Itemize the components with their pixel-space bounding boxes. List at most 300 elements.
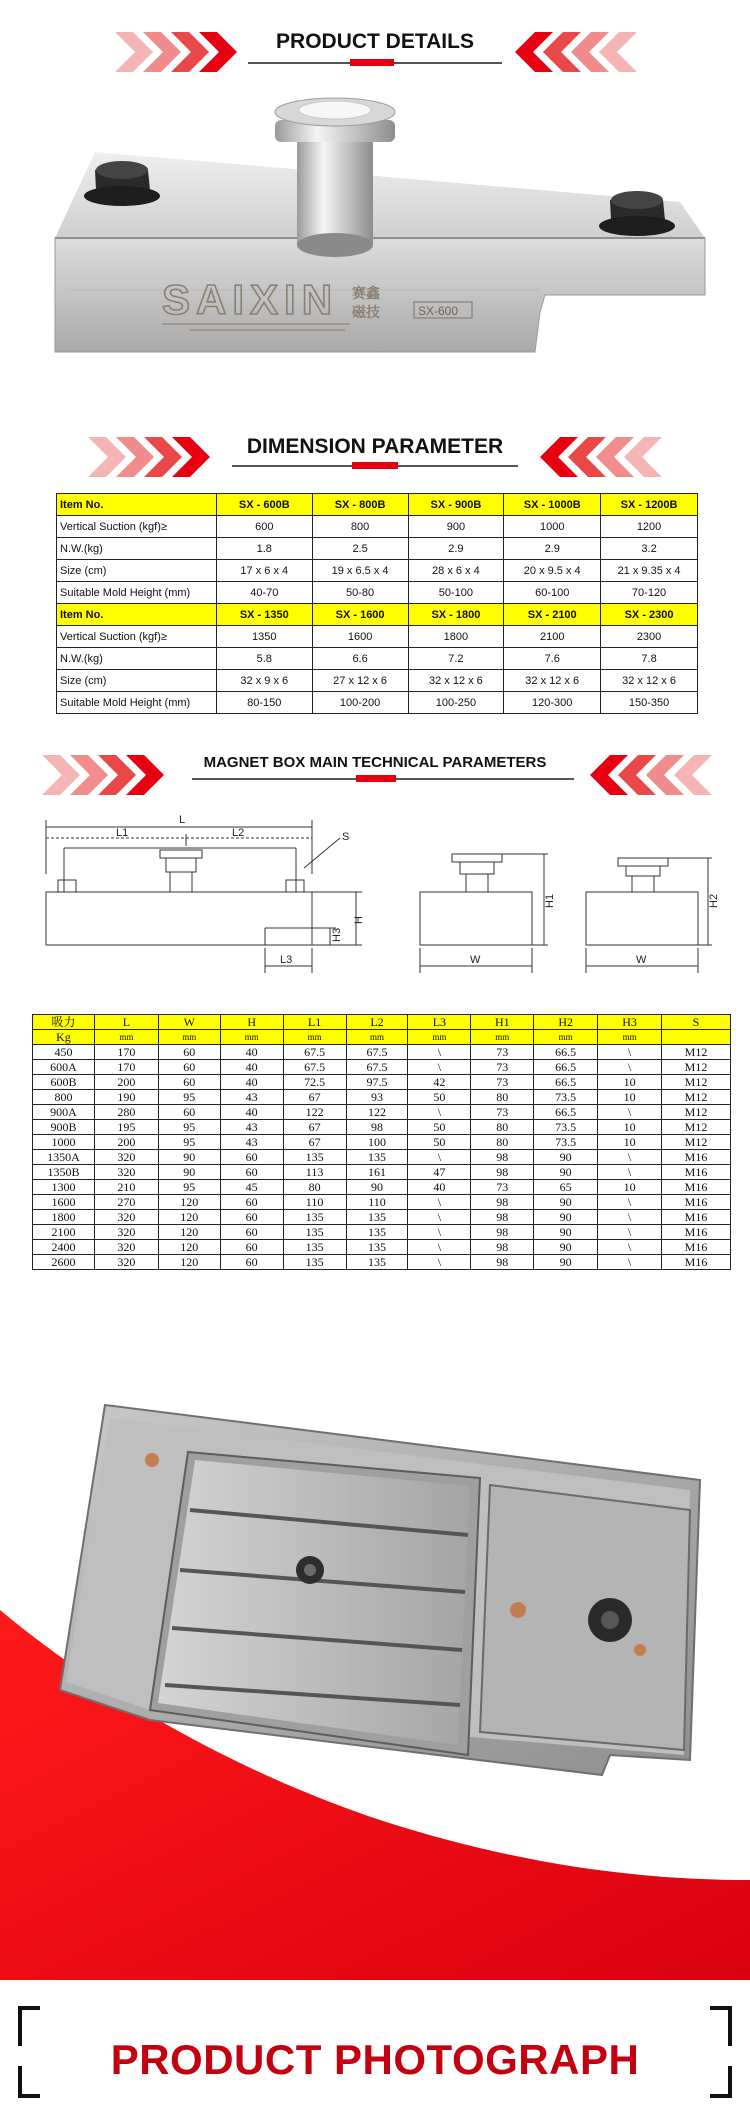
dimension-cell: 21 x 9.35 x 4 (601, 560, 698, 582)
tech-cell: 50 (408, 1120, 471, 1135)
dimension-cell: 50-80 (312, 582, 408, 604)
tech-header-row (33, 1015, 731, 1030)
tech-cell: 10 (598, 1090, 662, 1105)
dimension-row (57, 560, 698, 582)
tech-cell: 90 (534, 1225, 598, 1240)
tech-cell: 10 (598, 1120, 662, 1135)
tech-cell: 66.5 (534, 1075, 598, 1090)
tech-cell: M16 (662, 1165, 731, 1180)
tech-header-cell: H2 (534, 1015, 598, 1030)
tech-cell: 67 (283, 1120, 346, 1135)
tech-cell: 43 (220, 1135, 283, 1150)
tech-cell: 10 (598, 1075, 662, 1090)
tech-cell: 135 (346, 1240, 408, 1255)
dimension-header-cell: Item No. (57, 494, 217, 516)
dimension-cell: 2.5 (312, 538, 408, 560)
dim-label-L3: L3 (280, 954, 293, 966)
tech-cell: 1000 (33, 1135, 95, 1150)
tech-cell: 900A (33, 1105, 95, 1120)
tech-cell: 95 (158, 1120, 220, 1135)
dimension-header-cell: SX - 1200B (601, 494, 698, 516)
dimension-row-label: Size (cm) (57, 560, 217, 582)
tech-cell: 50 (408, 1090, 471, 1105)
dimension-header-cell: Item No. (57, 604, 217, 626)
tech-cell: 135 (283, 1150, 346, 1165)
tech-cell: 450 (33, 1045, 95, 1060)
tech-cell: 320 (94, 1225, 158, 1240)
tech-row (33, 1195, 731, 1210)
tech-cell: 120 (158, 1240, 220, 1255)
dimension-cell: 900 (408, 516, 504, 538)
dimension-header-cell: SX - 1800 (408, 604, 504, 626)
dimension-header-cell: SX - 800B (312, 494, 408, 516)
tech-row (33, 1240, 731, 1255)
dimension-cell: 3.2 (601, 538, 698, 560)
tech-unit-cell: mm (346, 1030, 408, 1045)
dimension-cell: 7.8 (601, 648, 698, 670)
tech-cell: \ (598, 1045, 662, 1060)
tech-header-cell: L2 (346, 1015, 408, 1030)
tech-cell: 73 (471, 1075, 534, 1090)
tech-cell: 67 (283, 1135, 346, 1150)
tech-cell: 73 (471, 1045, 534, 1060)
tech-cell: 135 (283, 1255, 346, 1270)
dimension-row (57, 516, 698, 538)
tech-cell: 66.5 (534, 1060, 598, 1075)
tech-cell: 90 (534, 1255, 598, 1270)
tech-cell: 98 (471, 1255, 534, 1270)
dimension-cell: 80-150 (216, 692, 312, 714)
tech-cell: 280 (94, 1105, 158, 1120)
product-details-header (0, 0, 750, 80)
tech-cell: 80 (471, 1135, 534, 1150)
tech-cell: \ (408, 1150, 471, 1165)
brand-chinese-line-2: 磁技 (352, 305, 380, 321)
accent-bar (350, 59, 394, 66)
tech-cell: 2100 (33, 1225, 95, 1240)
tech-cell: 98 (346, 1120, 408, 1135)
tech-cell: 135 (346, 1210, 408, 1225)
tech-cell: 43 (220, 1090, 283, 1105)
tech-cell: 40 (220, 1105, 283, 1120)
tech-cell: 270 (94, 1195, 158, 1210)
dimension-cell: 6.6 (312, 648, 408, 670)
tech-cell: 135 (283, 1225, 346, 1240)
tech-cell: 90 (534, 1150, 598, 1165)
tech-unit-cell: mm (471, 1030, 534, 1045)
dimension-cell: 32 x 12 x 6 (504, 670, 601, 692)
tech-cell: \ (598, 1210, 662, 1225)
tech-cell: 1350A (33, 1150, 95, 1165)
tech-cell: 600A (33, 1060, 95, 1075)
tech-unit-cell: mm (408, 1030, 471, 1045)
dim-label-W: W (470, 954, 481, 966)
tech-cell: M12 (662, 1120, 731, 1135)
tech-cell: 120 (158, 1210, 220, 1225)
tech-cell: 320 (94, 1255, 158, 1270)
tech-cell: 90 (534, 1210, 598, 1225)
tech-row (33, 1045, 731, 1060)
tech-cell: 170 (94, 1045, 158, 1060)
tech-cell: 90 (346, 1180, 408, 1195)
tech-cell: 73 (471, 1060, 534, 1075)
tech-cell: M12 (662, 1090, 731, 1105)
tech-cell: 98 (471, 1225, 534, 1240)
dimension-cell: 50-100 (408, 582, 504, 604)
tech-cell: 195 (94, 1120, 158, 1135)
brand-chinese-line-1: 赛鑫 (352, 286, 380, 302)
tech-row (33, 1225, 731, 1240)
tech-cell: M16 (662, 1195, 731, 1210)
dim-label-L2: L2 (232, 827, 245, 839)
tech-cell: 900B (33, 1120, 95, 1135)
tech-cell: 190 (94, 1090, 158, 1105)
tech-cell: \ (598, 1105, 662, 1120)
dimension-cell: 32 x 9 x 6 (216, 670, 312, 692)
tech-cell: M16 (662, 1180, 731, 1195)
tech-cell: 66.5 (534, 1045, 598, 1060)
technical-drawing (0, 808, 750, 978)
tech-unit-cell: Kg (33, 1030, 95, 1045)
tech-cell: 320 (94, 1210, 158, 1225)
tech-header-cell: H (220, 1015, 283, 1030)
tech-cell: 60 (220, 1165, 283, 1180)
tech-cell: 90 (158, 1150, 220, 1165)
tech-cell: 60 (158, 1105, 220, 1120)
tech-cell: 1350B (33, 1165, 95, 1180)
dimension-cell: 100-200 (312, 692, 408, 714)
dim-label-H2: H2 (708, 893, 720, 908)
tech-cell: M12 (662, 1060, 731, 1075)
dimension-cell: 800 (312, 516, 408, 538)
tech-header-cell: W (158, 1015, 220, 1030)
dim-label-H1: H1 (544, 893, 556, 908)
tech-cell: 60 (220, 1255, 283, 1270)
dimension-cell: 7.6 (504, 648, 601, 670)
dimension-row (57, 582, 698, 604)
dimension-header-cell: SX - 600B (216, 494, 312, 516)
dimension-cell: 1.8 (216, 538, 312, 560)
tech-cell: M16 (662, 1240, 731, 1255)
tech-cell: 66.5 (534, 1105, 598, 1120)
tech-unit-row (33, 1030, 731, 1045)
tech-cell: 90 (534, 1195, 598, 1210)
tech-cell: 42 (408, 1075, 471, 1090)
tech-cell: 170 (94, 1060, 158, 1075)
tech-cell: 98 (471, 1240, 534, 1255)
tech-cell: M12 (662, 1135, 731, 1150)
dim-label-H: H (353, 916, 365, 924)
dimension-row (57, 626, 698, 648)
tech-cell: 43 (220, 1120, 283, 1135)
dimension-header (0, 420, 750, 490)
tech-cell: 110 (346, 1195, 408, 1210)
tech-row (33, 1075, 731, 1090)
tech-cell: 47 (408, 1165, 471, 1180)
tech-row (33, 1060, 731, 1075)
tech-cell: 161 (346, 1165, 408, 1180)
tech-cell: 1300 (33, 1180, 95, 1195)
tech-cell: 113 (283, 1165, 346, 1180)
tech-cell: 10 (598, 1180, 662, 1195)
accent-bar (356, 775, 396, 782)
dimension-cell: 32 x 12 x 6 (601, 670, 698, 692)
tech-cell: 40 (408, 1180, 471, 1195)
model-plate: SX-600 (418, 304, 459, 318)
dimension-cell: 20 x 9.5 x 4 (504, 560, 601, 582)
tech-cell: 73 (471, 1180, 534, 1195)
tech-cell: 60 (158, 1045, 220, 1060)
tech-cell: 40 (220, 1060, 283, 1075)
tech-cell: 135 (346, 1150, 408, 1165)
tech-cell: 100 (346, 1135, 408, 1150)
tech-cell: 95 (158, 1180, 220, 1195)
dimension-cell: 150-350 (601, 692, 698, 714)
dimension-cell: 1000 (504, 516, 601, 538)
tech-cell: 122 (283, 1105, 346, 1120)
tech-cell: 60 (158, 1060, 220, 1075)
dim-label-L: L (179, 814, 186, 826)
dimension-row (57, 538, 698, 560)
tech-cell: 320 (94, 1240, 158, 1255)
tech-cell: 98 (471, 1195, 534, 1210)
tech-cell: 2400 (33, 1240, 95, 1255)
tech-cell: 72.5 (283, 1075, 346, 1090)
tech-cell: 98 (471, 1165, 534, 1180)
dimension-header-cell: SX - 2300 (601, 604, 698, 626)
tech-cell: \ (598, 1255, 662, 1270)
tech-cell: 320 (94, 1165, 158, 1180)
tech-cell: M16 (662, 1255, 731, 1270)
dimension-cell: 17 x 6 x 4 (216, 560, 312, 582)
tech-cell: \ (598, 1060, 662, 1075)
tech-cell: 135 (283, 1240, 346, 1255)
dimension-cell: 2100 (504, 626, 601, 648)
tech-cell: 200 (94, 1075, 158, 1090)
tech-cell: 60 (220, 1195, 283, 1210)
dimension-cell: 2.9 (504, 538, 601, 560)
tech-cell: 73.5 (534, 1135, 598, 1150)
dimension-row-label: Size (cm) (57, 670, 217, 692)
tech-cell: 60 (220, 1210, 283, 1225)
dim-label-L1: L1 (116, 827, 129, 839)
tech-cell: M12 (662, 1075, 731, 1090)
tech-cell: 90 (158, 1165, 220, 1180)
tech-cell: 80 (283, 1180, 346, 1195)
tech-cell: 135 (346, 1225, 408, 1240)
dimension-cell: 2.9 (408, 538, 504, 560)
tech-cell: 60 (158, 1075, 220, 1090)
tech-row (33, 1255, 731, 1270)
tech-cell: 135 (346, 1255, 408, 1270)
tech-cell: \ (598, 1165, 662, 1180)
tech-cell: \ (408, 1195, 471, 1210)
tech-unit-cell: mm (220, 1030, 283, 1045)
tech-cell: 600B (33, 1075, 95, 1090)
dimension-cell: 1800 (408, 626, 504, 648)
magnet-box-photo (0, 1360, 750, 1980)
tech-cell: \ (408, 1225, 471, 1240)
tech-header-cell: L3 (408, 1015, 471, 1030)
dimension-row-label: N.W.(kg) (57, 648, 217, 670)
dimension-row-label: N.W.(kg) (57, 538, 217, 560)
tech-cell: 122 (346, 1105, 408, 1120)
tech-cell: 65 (534, 1180, 598, 1195)
dim-label-W: W (636, 954, 647, 966)
dimension-header-cell: SX - 900B (408, 494, 504, 516)
tech-row (33, 1150, 731, 1165)
dimension-cell: 5.8 (216, 648, 312, 670)
dimension-cell: 19 x 6.5 x 4 (312, 560, 408, 582)
dimension-table (56, 493, 698, 714)
tech-cell: \ (598, 1195, 662, 1210)
dimension-row-label: Suitable Mold Height (mm) (57, 582, 217, 604)
tech-cell: 60 (220, 1150, 283, 1165)
dimension-row-label: Vertical Suction (kgf)≥ (57, 516, 217, 538)
tech-cell: M16 (662, 1225, 731, 1240)
tech-cell: 98 (471, 1150, 534, 1165)
tech-cell: 210 (94, 1180, 158, 1195)
tech-header-cell: H1 (471, 1015, 534, 1030)
tech-cell: M12 (662, 1045, 731, 1060)
brand-logo: SAIXIN (162, 276, 339, 323)
tech-cell: 67.5 (346, 1060, 408, 1075)
dimension-cell: 1600 (312, 626, 408, 648)
section-title: PRODUCT DETAILS (276, 30, 474, 53)
tech-cell: 60 (220, 1240, 283, 1255)
tech-cell: 40 (220, 1075, 283, 1090)
tech-cell: 80 (471, 1090, 534, 1105)
tech-cell: 90 (534, 1165, 598, 1180)
tech-cell: M16 (662, 1210, 731, 1225)
magnet-box-header (0, 740, 750, 810)
tech-header-cell: L (94, 1015, 158, 1030)
tech-unit-cell (662, 1030, 731, 1045)
tech-header-cell: H3 (598, 1015, 662, 1030)
tech-cell: 45 (220, 1180, 283, 1195)
tech-row (33, 1090, 731, 1105)
tech-row (33, 1120, 731, 1135)
dimension-header-cell: SX - 1600 (312, 604, 408, 626)
technical-parameters-table (32, 1014, 731, 1270)
tech-cell: \ (408, 1045, 471, 1060)
tech-cell: 73.5 (534, 1120, 598, 1135)
dimension-cell: 27 x 12 x 6 (312, 670, 408, 692)
tech-cell: 93 (346, 1090, 408, 1105)
tech-row (33, 1165, 731, 1180)
tech-cell: 200 (94, 1135, 158, 1150)
tech-cell: 95 (158, 1135, 220, 1150)
tech-cell: 10 (598, 1135, 662, 1150)
tech-cell: 95 (158, 1090, 220, 1105)
tech-cell: 110 (283, 1195, 346, 1210)
tech-cell: 67 (283, 1090, 346, 1105)
section-title: MAGNET BOX MAIN TECHNICAL PARAMETERS (203, 754, 547, 771)
section-title: DIMENSION PARAMETER (246, 435, 504, 458)
tech-header-cell: L1 (283, 1015, 346, 1030)
tech-cell: 80 (471, 1120, 534, 1135)
dimension-cell: 120-300 (504, 692, 601, 714)
footer-title: PRODUCT PHOTOGRAPH (110, 2036, 640, 2083)
tech-row (33, 1180, 731, 1195)
tech-unit-cell: mm (283, 1030, 346, 1045)
tech-cell: 120 (158, 1195, 220, 1210)
tech-unit-cell: mm (158, 1030, 220, 1045)
tech-cell: \ (598, 1225, 662, 1240)
tech-cell: 67.5 (346, 1045, 408, 1060)
tech-row (33, 1135, 731, 1150)
dimension-cell: 2300 (601, 626, 698, 648)
dimension-header-row (57, 494, 698, 516)
tech-cell: 67.5 (283, 1060, 346, 1075)
dimension-cell: 70-120 (601, 582, 698, 604)
dimension-row (57, 692, 698, 714)
dimension-cell: 7.2 (408, 648, 504, 670)
tech-cell: \ (408, 1210, 471, 1225)
tech-cell: 60 (220, 1225, 283, 1240)
tech-row (33, 1210, 731, 1225)
tech-cell: M12 (662, 1105, 731, 1120)
dimension-cell: 28 x 6 x 4 (408, 560, 504, 582)
tech-cell: 1600 (33, 1195, 95, 1210)
dimension-header-cell: SX - 1350 (216, 604, 312, 626)
tech-cell: \ (408, 1240, 471, 1255)
tech-cell: 120 (158, 1255, 220, 1270)
shuttering-magnet-photo (0, 90, 750, 430)
tech-cell: \ (408, 1060, 471, 1075)
tech-cell: 67.5 (283, 1045, 346, 1060)
dimension-cell: 32 x 12 x 6 (408, 670, 504, 692)
tech-unit-cell: mm (598, 1030, 662, 1045)
tech-unit-cell: mm (94, 1030, 158, 1045)
dim-label-H3: H3 (331, 927, 343, 942)
tech-cell: 50 (408, 1135, 471, 1150)
tech-cell: 98 (471, 1210, 534, 1225)
tech-cell: \ (408, 1105, 471, 1120)
tech-cell: \ (598, 1240, 662, 1255)
tech-cell: 90 (534, 1240, 598, 1255)
dimension-header-cell: SX - 2100 (504, 604, 601, 626)
dimension-header-cell: SX - 1000B (504, 494, 601, 516)
tech-cell: 2600 (33, 1255, 95, 1270)
tech-cell: 97.5 (346, 1075, 408, 1090)
tech-cell: 73 (471, 1105, 534, 1120)
tech-cell: \ (598, 1150, 662, 1165)
accent-bar (352, 462, 398, 469)
tech-header-cell: 吸力 (33, 1015, 95, 1030)
dimension-row (57, 648, 698, 670)
tech-cell: 40 (220, 1045, 283, 1060)
tech-cell: 120 (158, 1225, 220, 1240)
tech-cell: 320 (94, 1150, 158, 1165)
dimension-row-label: Vertical Suction (kgf)≥ (57, 626, 217, 648)
dimension-row-label: Suitable Mold Height (mm) (57, 692, 217, 714)
tech-header-cell: S (662, 1015, 731, 1030)
dimension-row (57, 670, 698, 692)
dimension-cell: 1350 (216, 626, 312, 648)
tech-unit-cell: mm (534, 1030, 598, 1045)
dimension-header-row (57, 604, 698, 626)
dimension-cell: 100-250 (408, 692, 504, 714)
tech-cell: 800 (33, 1090, 95, 1105)
tech-cell: \ (408, 1255, 471, 1270)
dim-label-S: S (342, 831, 350, 843)
dimension-cell: 40-70 (216, 582, 312, 604)
dimension-cell: 1200 (601, 516, 698, 538)
tech-cell: 73.5 (534, 1090, 598, 1105)
tech-cell: 1800 (33, 1210, 95, 1225)
tech-cell: 135 (283, 1210, 346, 1225)
